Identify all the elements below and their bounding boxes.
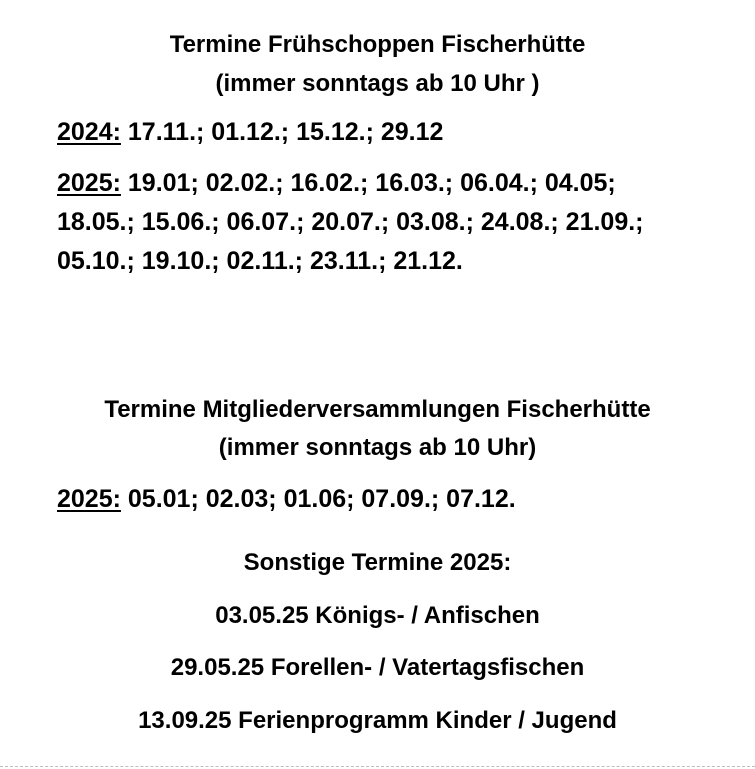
year-label-2024: 2024: (57, 118, 121, 146)
dates-row-2025 (57, 171, 616, 196)
dates-2025-line-2: 18.05.; 15.06.; 06.07.; 20.07.; 03.08.; 24.08.; 21.09.; (57, 208, 644, 236)
sonstige-item: 03.05.25 Königs- / Anfischen (215, 602, 540, 629)
sonstige-title: Sonstige Termine 2025: (243, 549, 512, 576)
mitglieder-subtitle: (immer sonntags ab 10 Uhr) (218, 434, 537, 461)
fruehschoppen-title: Termine Frühschoppen Fischerhütte (169, 31, 586, 58)
mitglieder-dates: 05.01; 02.03; 01.06; 07.09.; 07.12. (120, 485, 516, 513)
dates-2024: 17.11.; 01.12.; 15.12.; 29.12 (120, 118, 444, 146)
page-divider (0, 766, 755, 767)
mitglieder-year-label: 2025: (57, 485, 121, 513)
year-label-2025: 2025: (57, 169, 121, 197)
dates-2025-line-1: 19.01; 02.02.; 16.02.; 16.03.; 06.04.; 04.05; (120, 169, 616, 197)
dates-2025-line-3: 05.10.; 19.10.; 02.11.; 23.11.; 21.12. (57, 247, 463, 275)
sonstige-item: 13.09.25 Ferienprogramm Kinder / Jugend (138, 707, 617, 734)
fruehschoppen-subtitle: (immer sonntags ab 10 Uhr ) (215, 70, 540, 97)
dates-row-2024 (57, 120, 443, 145)
mitglieder-dates-row (57, 487, 516, 512)
sonstige-item: 29.05.25 Forellen- / Vatertagsfischen (170, 654, 585, 681)
mitglieder-title: Termine Mitgliederversammlungen Fischerhütte (104, 396, 651, 423)
